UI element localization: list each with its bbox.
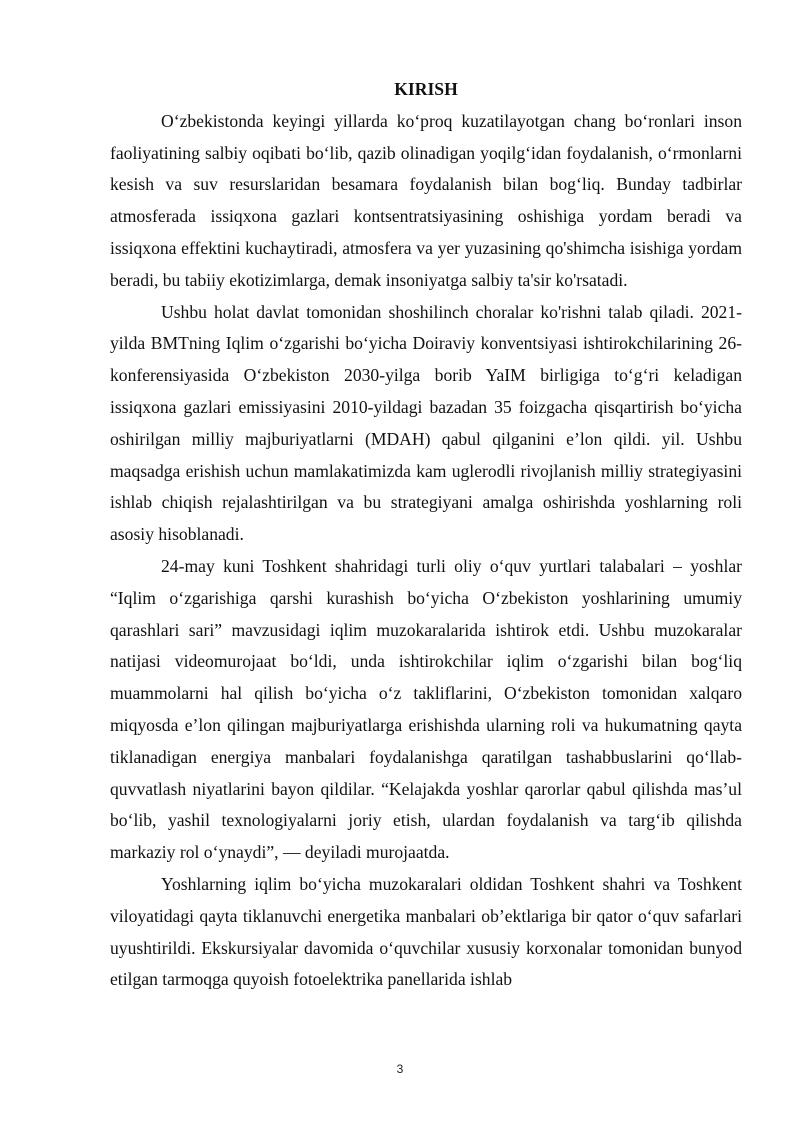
paragraph-2: Ushbu holat davlat tomonidan shoshilinch choralar ko'rishni talab qiladi. 2021-yilda BMTning Iqlim o‘zgarishi bo‘yicha Doiraviy konventsiyasi ishtirokchilarining 26-konferensiyasida O‘zbekiston 2030-yilga borib YaIM birligiga to‘g‘ri keladigan issiqxona gazlari emissiyasini 2010-yildagi bazadan 35 foizgacha qisqartirish bo‘yicha oshirilgan milliy majburiyatlarni (MDAH) qabul qilganini e’lon qildi. yil. Ushbu maqsadga erishish uchun mamlakatimizda kam uglerodli rivojlanish milliy strategiyasini ishlab chiqish rejalashtirilgan va bu strategiyani amalga oshirishda yoshlarning roli asosiy hisoblanadi.: [110, 301, 742, 545]
paragraph-3: 24-may kuni Toshkent shahridagi turli oliy o‘quv yurtlari talabalari – yoshlar “Iqlim o‘zgarishiga qarshi kurashish bo‘yicha O‘zbekiston yoshlarining umumiy qarashlari sari” mavzusidagi iqlim muzokaralarida ishtirok etdi. Ushbu muzokaralar natijasi videomurojaat bo‘ldi, unda ishtirokchilar iqlim o‘zgarishi bilan bog‘liq muammolarni hal qilish bo‘yicha o‘z takliflarini, O‘zbekiston tomonidan xalqaro miqyosda e’lon qilingan majburiyatlarga erishishda ularning roli va hukumatning qayta tiklanadigan energiya manbalari foydalanishga qaratilgan tashabbuslarini qo‘llab-quvvatlash niyatlarini bayon qildilar. “Kelajakda yoshlar qarorlar qabul qilishda mas’ul bo‘lib, yashil texnologiyalarni joriy etish, ulardan foydalanish va targ‘ib qilishda markaziy rol o‘ynaydi”, — deyiladi murojaatda.: [110, 555, 742, 863]
paragraph-1: O‘zbekistonda keyingi yillarda ko‘proq kuzatilayotgan chang bo‘ronlari inson faoliyatining salbiy oqibati bo‘lib, qazib olinadigan yoqilg‘idan foydalanish, o‘rmonlarni kesish va suv resurslaridan besamara foydalanish bilan bog‘liq. Bunday tadbirlar atmosferada issiqxona gazlari kontsentratsiyasining oshishiga yordam beradi va issiqxona effektini kuchaytiradi, atmosfera va yer yuzasining qo'shimcha isishiga yordam beradi, bu tabiiy ekotizimlarga, demak insoniyatga salbiy ta'sir ko'rsatadi.: [110, 110, 742, 290]
section-title: KIRISH: [394, 79, 458, 99]
document-page: [110, 74, 742, 996]
paragraph-4: Yoshlarning iqlim bo‘yicha muzokaralari oldidan Toshkent shahri va Toshkent viloyatidagi qayta tiklanuvchi energetika manbalari ob’ektlariga bir qator o‘quv safarlari uyushtirildi. Ekskursiyalar davomida o‘quvchilar xususiy korxonalar tomonidan bunyod etilgan tarmoqga quyoish fotoelektrika panellarida ishlab: [110, 873, 742, 990]
page-number: 3: [396, 1062, 404, 1076]
